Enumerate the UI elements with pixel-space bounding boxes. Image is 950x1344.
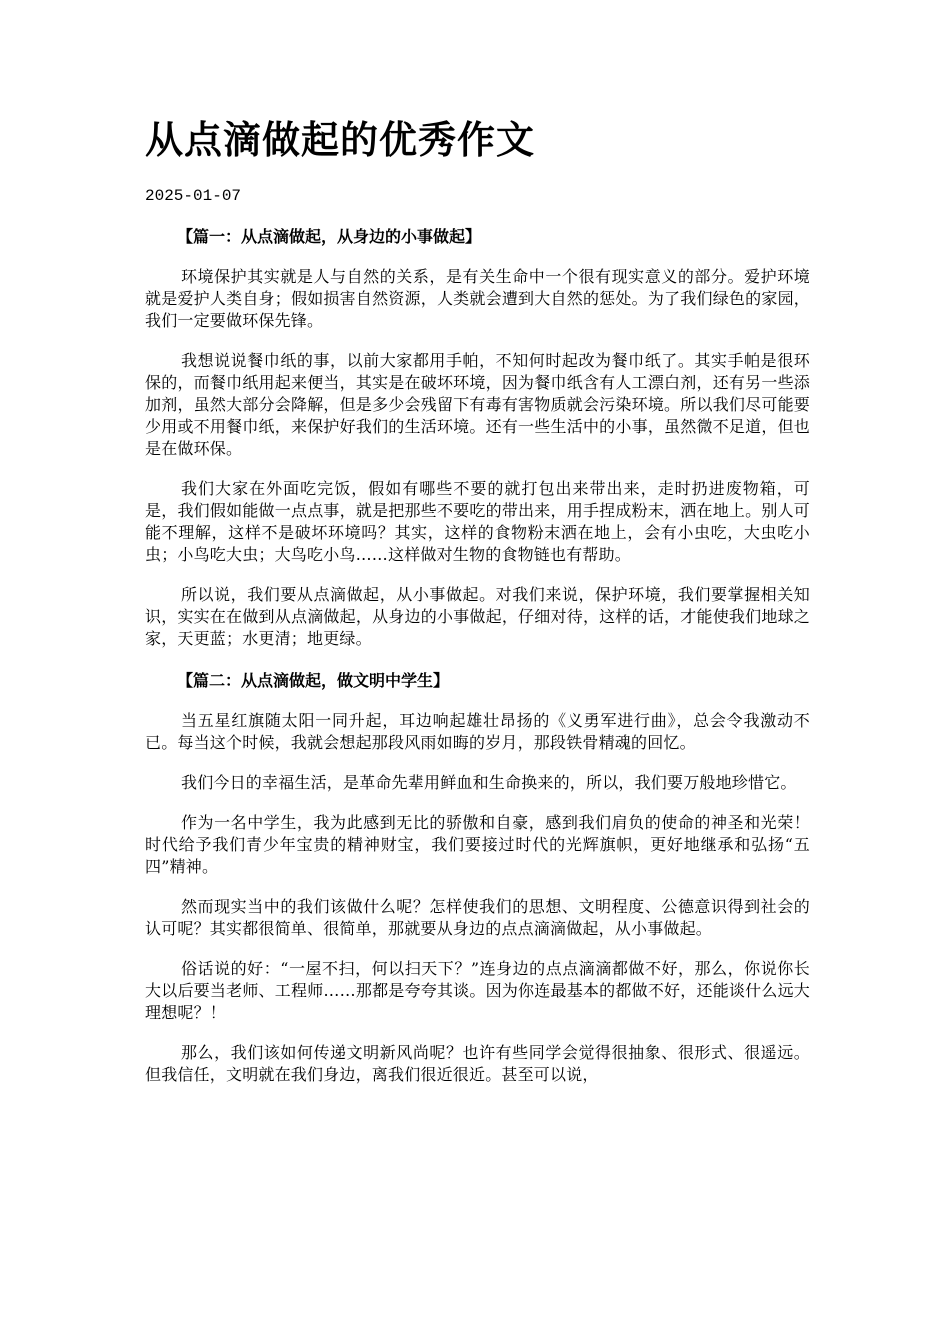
paragraph: 然而现实当中的我们该做什么呢？怎样使我们的思想、文明程度、公德意识得到社会的认可呢？其实都很简单、很简单，那就要从身边的点点滴滴做起，从小事做起。 (145, 897, 810, 938)
section-heading: 【篇一：从点滴做起，从身边的小事做起】 (177, 227, 482, 246)
publish-date: 2025-01-07 (145, 187, 242, 205)
paragraph: 所以说，我们要从点滴做起，从小事做起。对我们来说，保护环境，我们要掌握相关知识，实实在在做到从点滴做起，从身边的小事做起，仔细对待，这样的话，才能使我们地球之家，天更蓝；水更清；地更绿。 (145, 585, 810, 648)
paragraph: 我想说说餐巾纸的事，以前大家都用手帕，不知何时起改为餐巾纸了。其实手帕是很环保的，而餐巾纸用起来便当，其实是在破坏环境，因为餐巾纸含有人工漂白剂，还有另一些添加剂，虽然大部分会降解，但是多少会残留下有毒有害物质就会污染环境。所以我们尽可能要少用或不用餐巾纸，来保护好我们的生活环境。还有一些生活中的小事，虽然微不足道，但也是在做环保。 (145, 351, 810, 458)
paragraph: 我们大家在外面吃完饭，假如有哪些不要的就打包出来带出来，走时扔进废物箱，可是，我们假如能做一点点事，就是把那些不要吃的带出来，用手捏成粉末，洒在地上。别人可能不理解，这样不是破坏环境吗？其实，这样的食物粉末洒在地上，会有小虫吃，大虫吃小虫；小鸟吃大虫；大鸟吃小鸟……这样做对生物的食物链也有帮助。 (145, 479, 810, 564)
paragraph: 环境保护其实就是人与自然的关系，是有关生命中一个很有现实意义的部分。爱护环境就是爱护人类自身；假如损害自然资源，人类就会遭到大自然的惩处。为了我们绿色的家园，我们一定要做环保先锋。 (145, 267, 810, 330)
section-one (145, 226, 810, 650)
section-two (145, 670, 810, 1086)
paragraph: 我们今日的幸福生活，是革命先辈用鲜血和生命换来的，所以，我们要万般地珍惜它。 (181, 773, 797, 792)
document-page (145, 112, 810, 1086)
section-heading: 【篇二：从点滴做起，做文明中学生】 (177, 671, 450, 690)
paragraph: 当五星红旗随太阳一同升起，耳边响起雄壮昂扬的《义勇军进行曲》，总会令我激动不已。每当这个时候，我就会想起那段风雨如晦的岁月，那段铁骨精魂的回忆。 (145, 711, 810, 752)
document-title: 从点滴做起的优秀作文 (145, 117, 536, 162)
paragraph: 作为一名中学生，我为此感到无比的骄傲和自豪，感到我们肩负的使命的神圣和光荣！时代给予我们青少年宝贵的精神财宝，我们要接过时代的光辉旗帜，更好地继承和弘扬“五四”精神。 (145, 813, 810, 876)
paragraph: 俗话说的好：“一屋不扫，何以扫天下？”连身边的点点滴滴都做不好，那么，你说你长大以后要当老师、工程师……那都是夸夸其谈。因为你连最基本的都做不好，还能谈什么远大理想呢？！ (145, 959, 810, 1022)
paragraph: 那么，我们该如何传递文明新风尚呢？也许有些同学会觉得很抽象、很形式、很遥远。但我信任，文明就在我们身边，离我们很近很近。甚至可以说， (145, 1043, 810, 1084)
